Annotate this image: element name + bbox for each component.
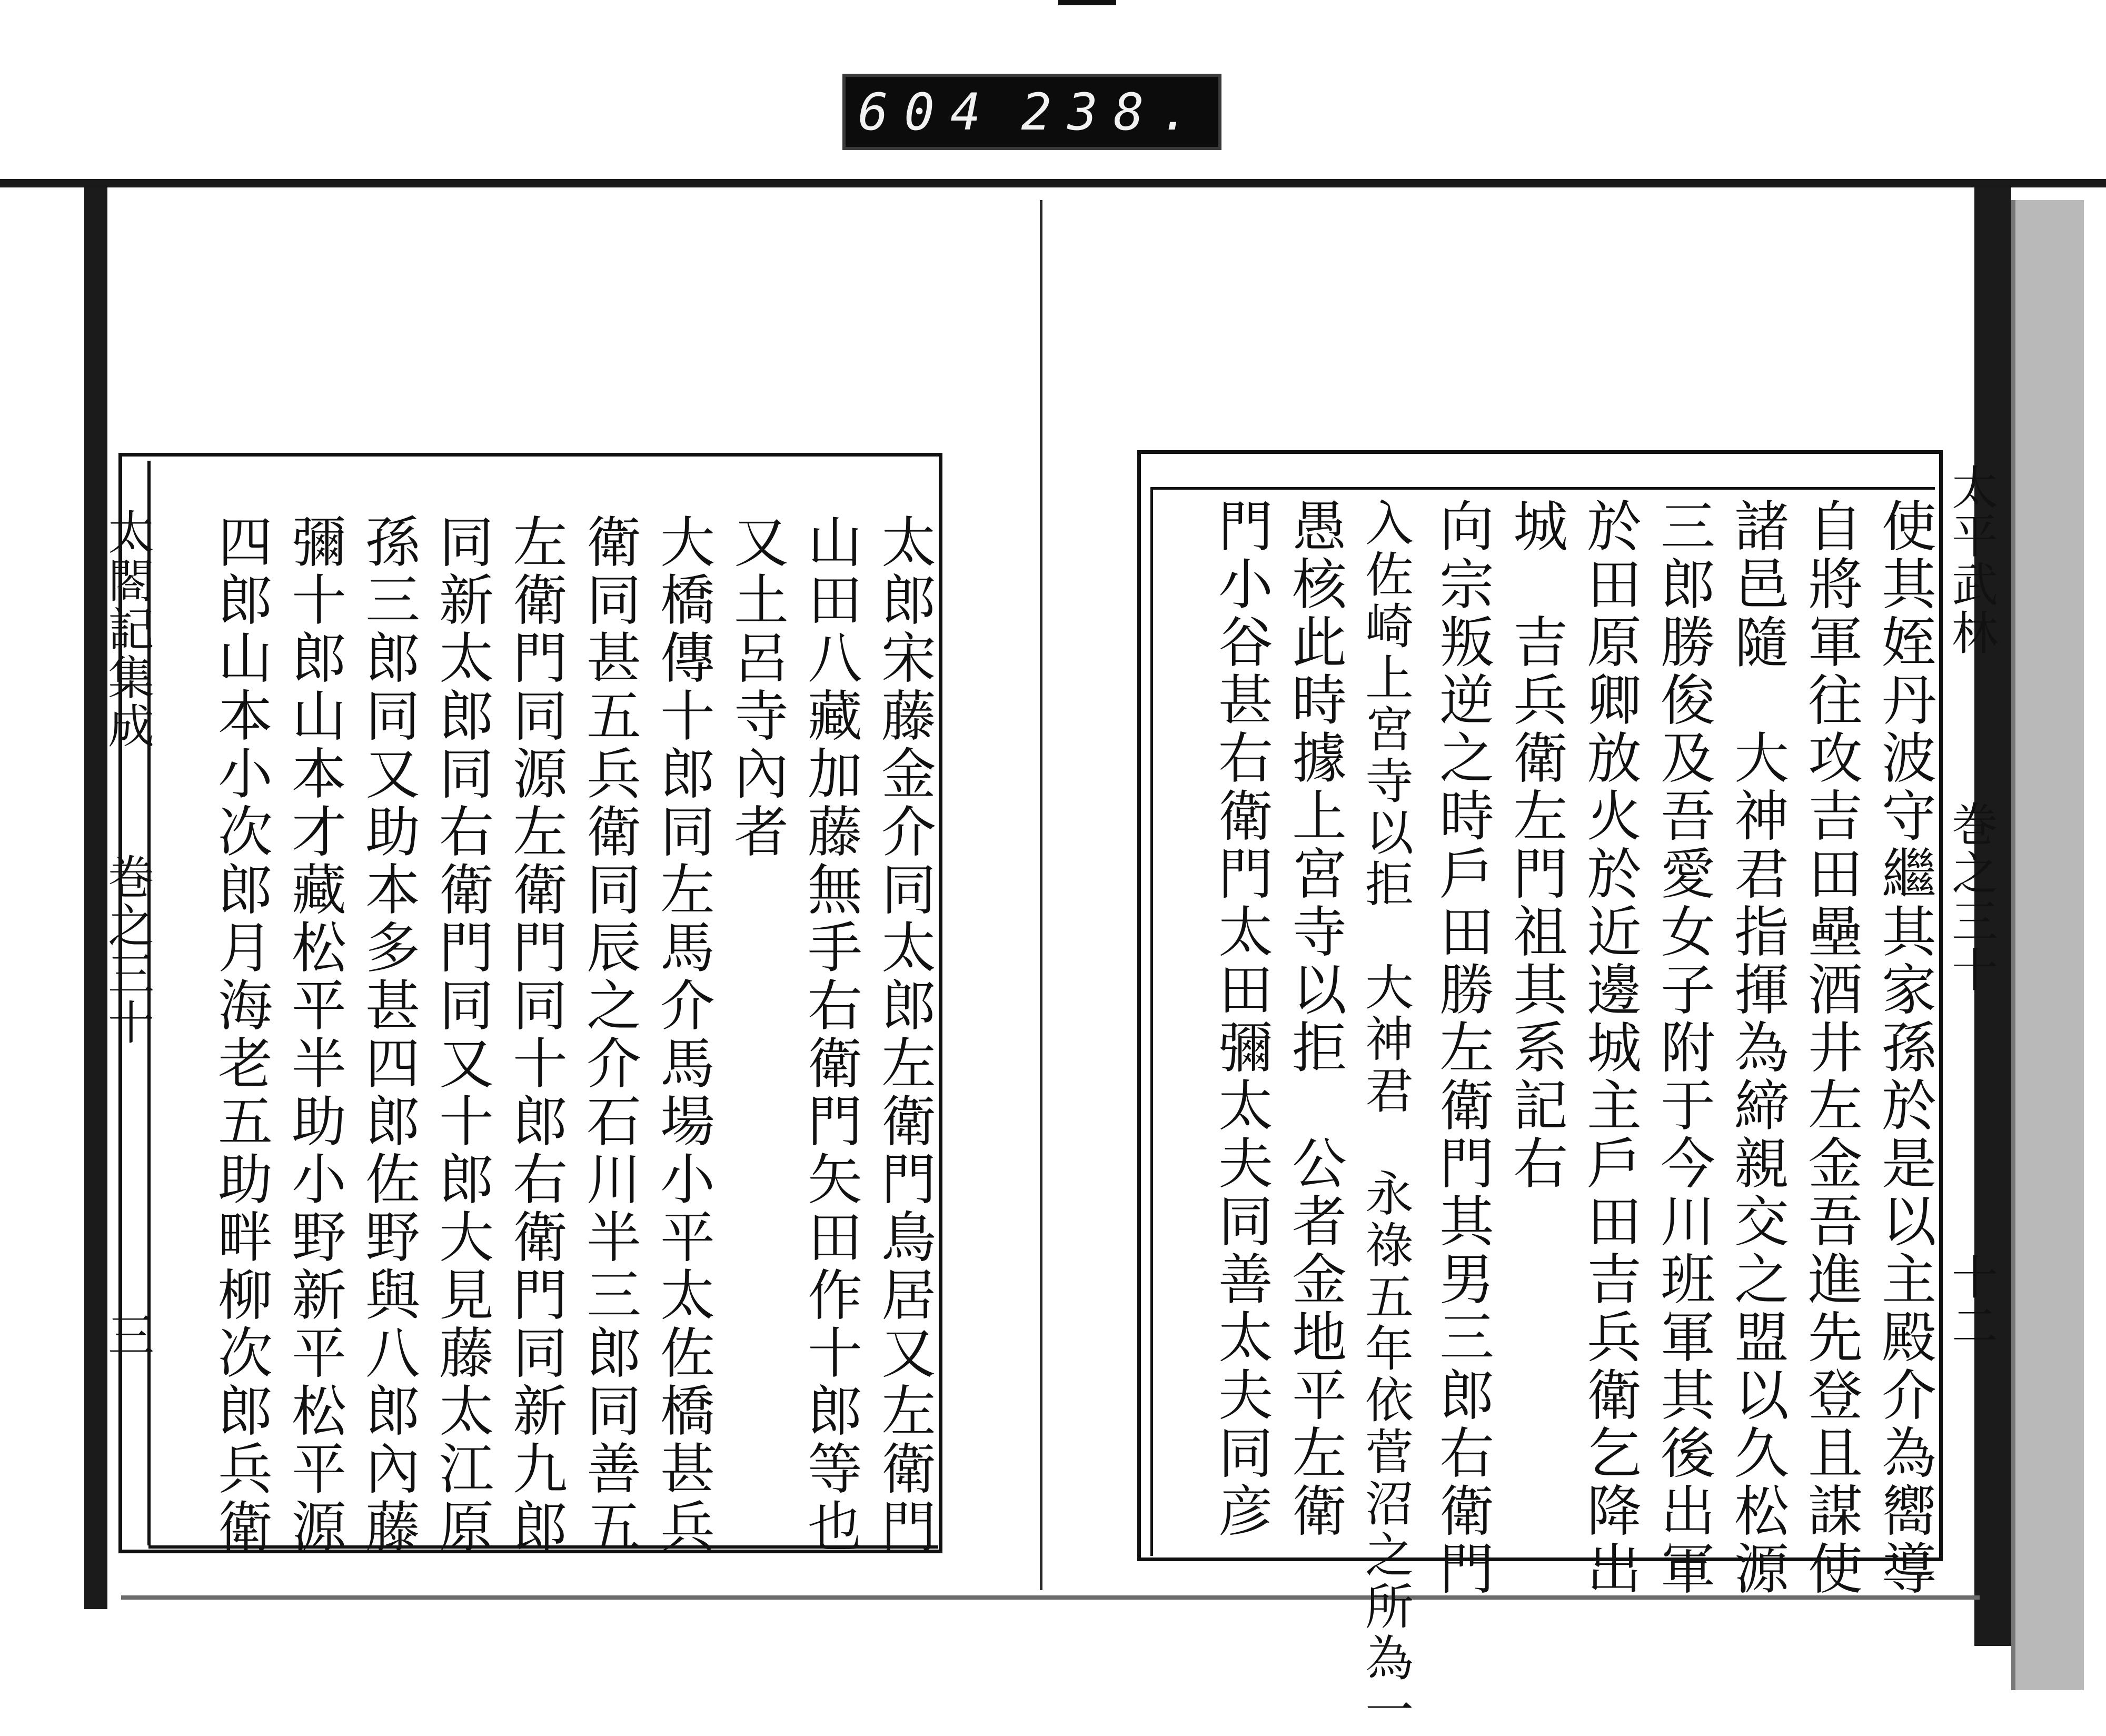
left-hashira-page: 三 <box>101 1311 155 1360</box>
left-hashira-volume: 巻之三十 <box>101 853 155 1047</box>
left-text-column-8: 孫三郎同又助本多甚四郎佐野與八郎內藤 <box>356 513 420 1556</box>
left-hashira-title: 太閤記集成 <box>101 508 155 750</box>
right-hashira-title: 太平武林 <box>1944 463 1999 657</box>
film-number-left: 604 <box>858 82 997 142</box>
book-gutter <box>1040 200 1042 1590</box>
right-text-column-10: 門小谷甚右衛門太田彌太夫同善太夫同彦 <box>1209 498 1273 1540</box>
right-text-column-6: 城 吉兵衛左門祖其系記右 <box>1504 498 1568 1193</box>
left-text-column-5: 衛同甚五兵衛同辰之介石川半三郎同善五 <box>577 513 641 1556</box>
left-text-column-9: 彌十郎山本才藏松平半助小野新平松平源 <box>282 513 346 1556</box>
right-text-column-2: 自將軍往攻吉田壘酒井左金吾進先登且謀使 <box>1799 498 1863 1598</box>
right-text-column-8: 入佐崎上宮寺以拒 大神君 永祿五年依菅沼之所為一 <box>1357 498 1414 1736</box>
right-text-column-9: 愚核此時據上宮寺以拒 公者金地平左衛 <box>1283 498 1347 1540</box>
right-frame-inner-rule <box>1150 487 1935 490</box>
right-hashira-volume: 巻之三十 <box>1944 800 1999 994</box>
right-frame-inner-vertical-rule <box>1150 487 1153 1556</box>
right-text-column-4: 三郎勝俊及吾愛女子附于今川班軍其後出軍 <box>1651 498 1715 1598</box>
left-text-column-3: 又土呂寺內者 <box>724 513 789 861</box>
right-text-column-5: 於田原卿放火於近邊城主戶田吉兵衛乞降出 <box>1577 498 1642 1598</box>
film-number-right: 238. <box>1021 82 1206 142</box>
right-text-column-1: 使其姪丹波守繼其家孫於是以主殿介為嚮導 <box>1872 498 1936 1598</box>
book-fore-edge <box>2011 200 2084 1690</box>
left-text-column-7: 同新太郎同右衛門同又十郎大見藤太江原 <box>430 513 494 1556</box>
film-frame-label <box>842 74 1221 150</box>
left-text-column-10: 四郎山本小次郎月海老五助畔柳次郎兵衛 <box>208 513 273 1556</box>
left-text-column-6: 左衛門同源左衛門同十郎右衛門同新九郎 <box>503 513 568 1556</box>
left-text-column-4: 大橋傳十郎同左馬介馬場小平太佐橋甚兵 <box>651 513 715 1556</box>
right-text-column-7: 向宗叛逆之時戶田勝左衛門其男三郎右衛門 <box>1430 498 1494 1598</box>
left-text-column-2: 山田八藏加藤無手右衛門矢田作十郎等也 <box>798 513 862 1556</box>
right-hashira-page: 十二 <box>1944 1253 1999 1350</box>
book-top-edge <box>0 179 2106 187</box>
left-text-column-1: 太郎宋藤金介同太郎左衛門鳥居又左衛門 <box>872 513 936 1556</box>
right-text-column-3: 諸邑隨 大神君指揮為締親交之盟以久松源 <box>1725 498 1789 1598</box>
top-mark <box>1058 0 1116 5</box>
